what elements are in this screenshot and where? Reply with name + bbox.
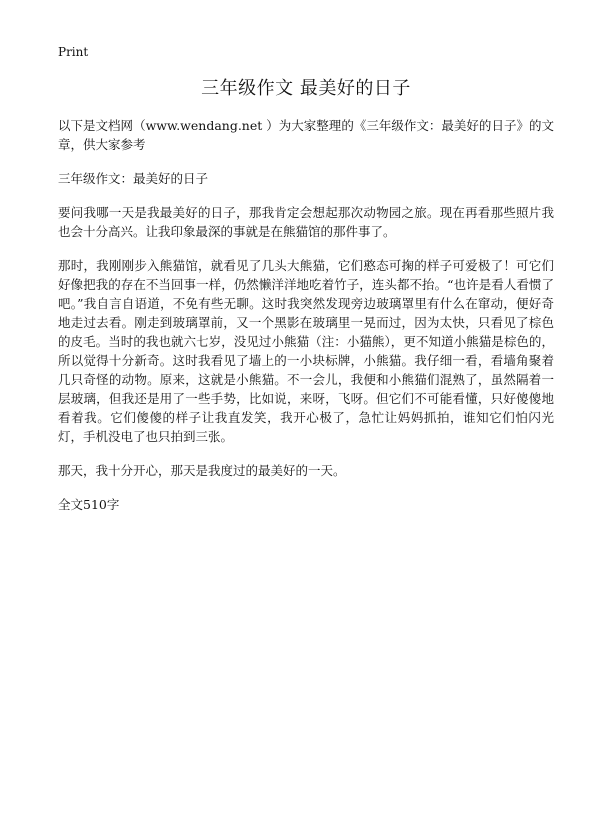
document-title: 三年级作文 最美好的日子 [201, 78, 411, 99]
body-paragraph-1: 要问我哪一天是我最美好的日子，那我肯定会想起那次动物园之旅。现在再看那些照片我也会十分高兴。让我印象最深的事就是在熊猫馆的那件事了。 [58, 205, 554, 239]
body-paragraph-2: 那时，我刚刚步入熊猫馆，就看见了几头大熊猫，它们憨态可掬的样子可爱极了！可它们好像把我的存在不当回事一样，仍然懒洋洋地吃着竹子，连头都不抬。“也许是看人看惯了吧。”我自言自语道，不免有些无聊。这时我突然发现旁边玻璃罩里有什么在窜动，便好奇地走过去看。刚走到玻璃罩前，又一个黑影在玻璃里一晃而过，因为太快，只看见了棕色的皮毛。当时的我也就六七岁，没见过小熊猫（注：小猫熊），更不知道小熊猫是棕色的，所以觉得十分新奇。这时我看见了墙上的一小块标牌，小熊猫。我仔细一看，看墙角聚着几只奇怪的动物。原来，这就是小熊猫。不一会儿，我便和小熊猫们混熟了，虽然隔着一层玻璃，但我还是用了一些手势，比如说，来呀，飞呀。但它们不可能看懂，只好傻傻地看着我。它们傻傻的样子让我直发笑，我开心极了，急忙让妈妈抓拍，谁知它们怕闪光灯，手机没电了也只拍到三张。 [58, 258, 554, 444]
body-paragraph-3: 那天，我十分开心，那天是我度过的最美好的一天。 [58, 463, 346, 478]
print-label: Print [58, 45, 89, 59]
article-subtitle: 三年级作文：最美好的日子 [58, 171, 209, 186]
intro-paragraph: 以下是文档网（www.wendang.net ）为大家整理的《三年级作文：最美好的日子》的文章，供大家参考 [58, 118, 554, 152]
document-page [58, 44, 554, 514]
word-count: 全文510字 [58, 497, 120, 512]
